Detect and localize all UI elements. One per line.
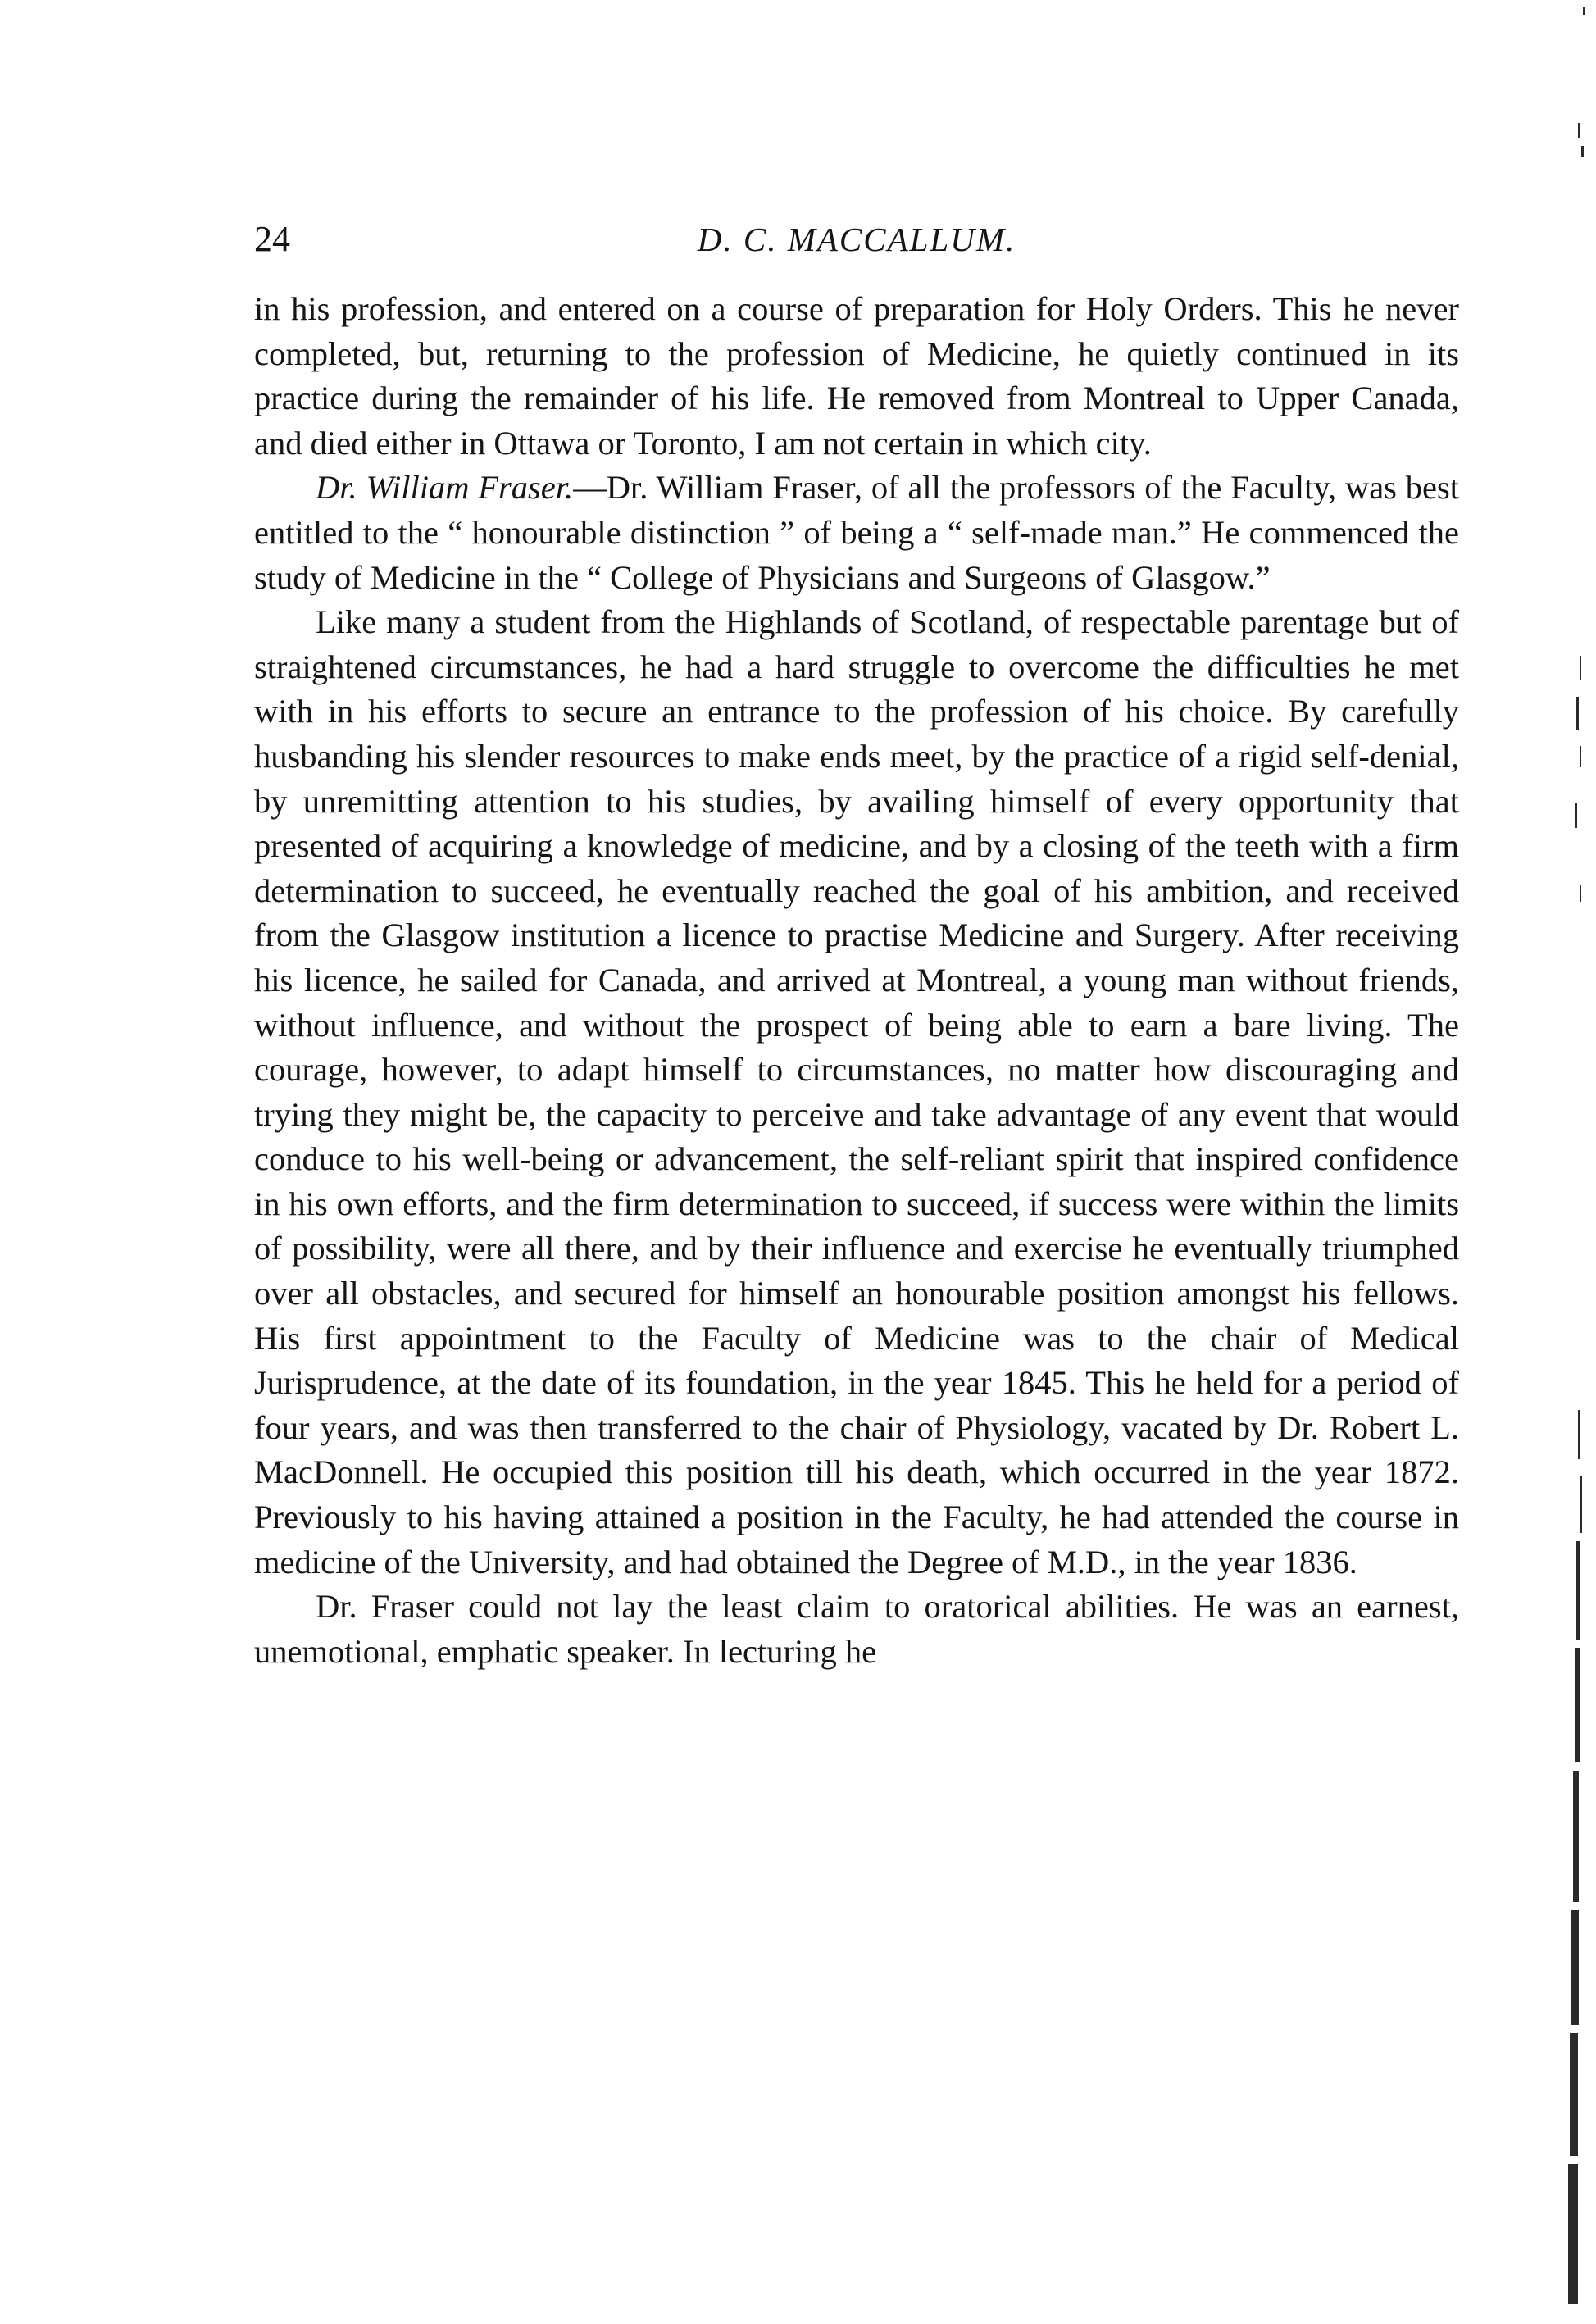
paragraph-continuation: in his profession, and entered on a course of preparation for Holy Orders. This he never completed, but, returning to the profession of Medicine, he quietly continued in its practice during the remainder of his life. He removed from Montreal to Upper Canada, and died either in Ottawa or Toronto, I am not certain in which city. <box>254 290 1459 462</box>
body-text <box>254 287 1459 1674</box>
paragraph-fraser-intro <box>254 466 1459 600</box>
paragraph-text: —Dr. William Fraser, of all the professors of the Faculty, was best entitled to the “ honourable distinction ” of being a “ self-made man.” He commenced the study of Medicine in the “ College of Physicians and Surgeons of Glasgow.” <box>254 469 1459 596</box>
page-number: 24 <box>254 219 290 259</box>
section-lead-name: Dr. William Fraser. <box>316 469 574 507</box>
paragraph-fraser-career: Like many a student from the Highlands of Scotland, of respectable parentage but of straightened circumstances, he had a hard struggle to overcome the difficulties he met with in his efforts to secure an entrance to the profession of his choice. By carefully husbanding his slender resources to make ends meet, by the practice of a rigid self-denial, by unremitting attention to his studies, by availing himself of every opportunity that presented of acquiring a knowledge of medicine, and by a closing of the teeth with a firm determination to succeed, he eventually reached the goal of his ambition, and received from the Glasgow institution a licence to practise Medicine and Surgery. After receiving his licence, he sailed for Canada, and arrived at Montreal, a young man without friends, without influence, and without the prospect of being able to earn a bare living. The courage, however, to adapt himself to circumstances, no matter how discouraging and trying they might be, the capacity to perceive and take advantage of any event that would conduce to his well-being or advancement, the self-reliant spirit that inspired confidence in his own efforts, and the firm determination to succeed, if success were within the limits of possibility, were all there, and by their influence and exercise he eventually triumphed over all obstacles, and secured for himself an honourable position amongst his fellows. His first appointment to the Faculty of Medicine was to the chair of Medical Jurisprudence, at the date of its foundation, in the year 1845. This he held for a period of four years, and was then transferred to the chair of Physiology, vacated by Dr. Robert L. MacDonnell. He occupied this position till his death, which occurred in the year 1872. Previously to his having attained a position in the Faculty, he had attended the course in medicine of the University, and had obtained the Degree of M.D., in the year 1836. <box>254 603 1459 1580</box>
paragraph-fraser-oratory: Dr. Fraser could not lay the least claim to oratorical abilities. He was an earnest, unemotional, emphatic speaker. In lecturing he <box>254 1588 1459 1670</box>
page-header <box>254 215 1459 264</box>
running-head: D. C. MACCALLUM. <box>697 221 1016 258</box>
scan-edge-artifacts <box>1498 0 1596 2324</box>
